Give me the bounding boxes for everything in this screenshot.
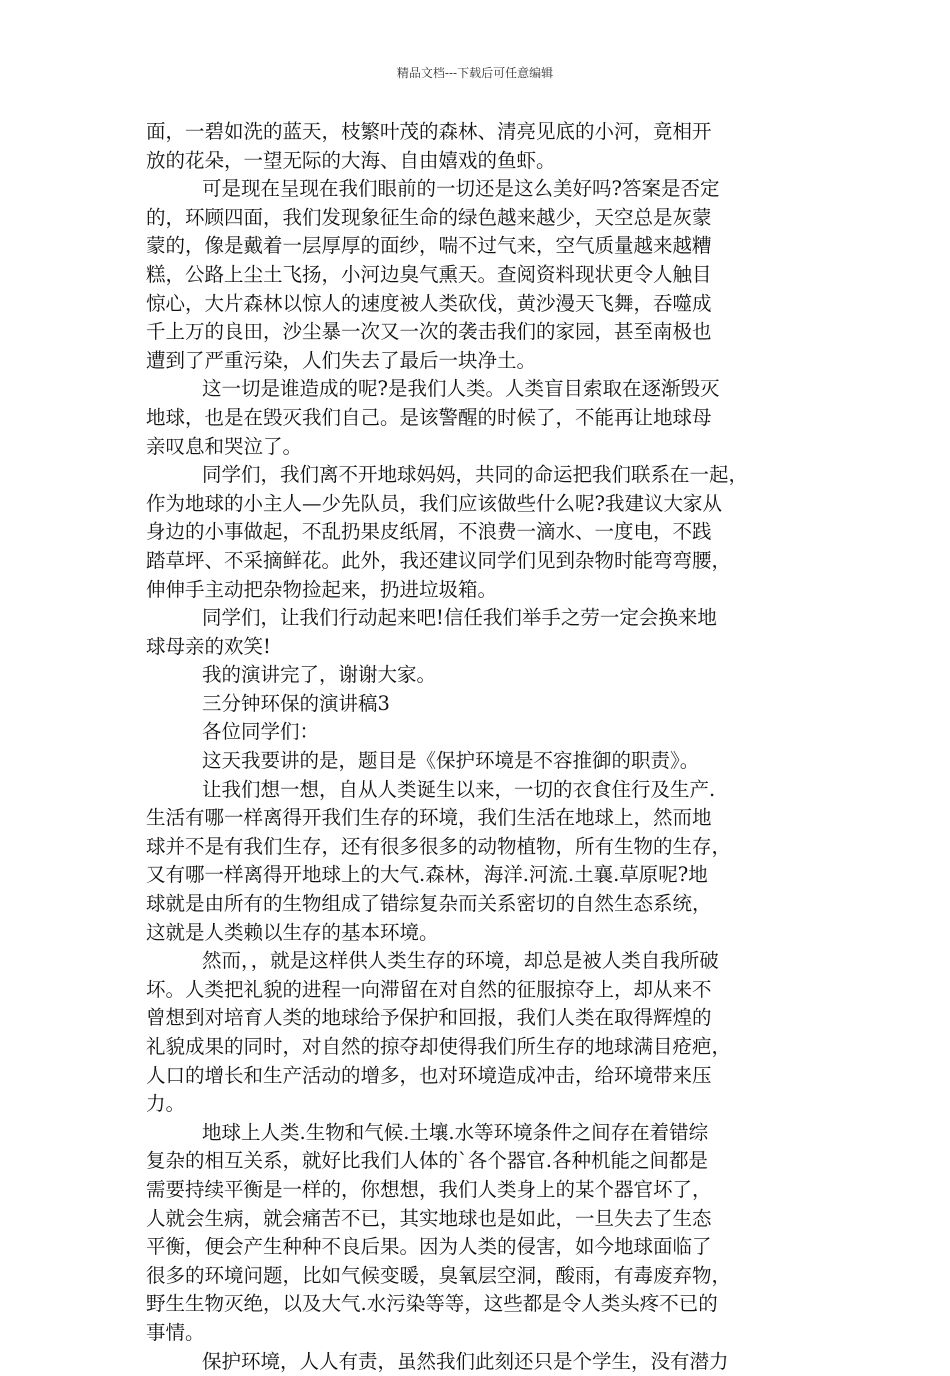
text-line: 各位同学们： <box>202 720 320 744</box>
text-line: 让我们想一想，自从人类诞生以来，一切的衣食住行及生产. <box>202 777 716 801</box>
text-line: 踏草坪、不采摘鲜花。此外，我还建议同学们见到杂物时能弯弯腰， <box>146 548 732 572</box>
text-line: 可是现在呈现在我们眼前的一切还是这么美好吗?答案是否定 <box>202 177 720 201</box>
page-header: 精品文档---下载后可任意编辑 <box>396 66 554 80</box>
text-line: 坏。人类把礼貌的进程一向滞留在对自然的征服掠夺上，却从来不 <box>146 977 712 1001</box>
text-line: 保护环境，人人有责，虽然我们此刻还只是个学生，没有潜力 <box>202 1349 729 1373</box>
text-line: 面，一碧如洗的蓝天，枝繁叶茂的森林、清亮见底的小河，竟相开 <box>146 120 712 143</box>
text-line: 需要持续平衡是一样的，你想想，我们人类身上的某个器官坏了， <box>146 1177 712 1201</box>
text-line: 人口的增长和生产活动的增多，也对环境造成冲击，给环境带来压 <box>146 1063 712 1087</box>
text-line: 身边的小事做起，不乱扔果皮纸屑，不浪费一滴水、一度电，不践 <box>146 520 712 544</box>
text-line: 糕，公路上尘土飞扬，小河边臭气熏天。查阅资料现状更令人触目 <box>146 262 712 286</box>
text-line: 伸伸手主动把杂物捡起来，扔进垃圾箱。 <box>146 577 498 601</box>
text-line: 礼貌成果的同时，对自然的掠夺却使得我们所生存的地球满目疮疤， <box>146 1035 732 1058</box>
text-line: 又有哪一样离得开地球上的大气.森林，海洋.河流.土襄.草原呢?地 <box>146 863 708 887</box>
text-line: 曾想到对培育人类的地球给予保护和回报，我们人类在取得辉煌的 <box>146 1006 712 1030</box>
text-line: 蒙的，像是戴着一层厚厚的面纱，喘不过气来，空气质量越来越糟 <box>146 234 712 258</box>
text-line: 球母亲的欢笑! <box>146 634 271 658</box>
text-line: 这一切是谁造成的呢?是我们人类。人类盲目索取在逐渐毁灭 <box>202 377 720 401</box>
text-line: 事情。 <box>146 1320 205 1344</box>
text-line: 同学们，让我们行动起来吧!信任我们举手之劳一定会换来地 <box>202 606 717 630</box>
text-line: 的，环顾四面，我们发现象征生命的绿色越来越少，天空总是灰蒙 <box>146 205 712 229</box>
text-line: 力。 <box>146 1092 186 1116</box>
text-line: 同学们，我们离不开地球妈妈，共同的命运把我们联系在一起， <box>202 463 749 487</box>
text-line: 球就是由所有的生物组成了错综复杂而关系密切的自然生态系统， <box>146 892 712 916</box>
text-line: 球并不是有我们生存，还有很多很多的动物植物，所有生物的生存， <box>146 834 732 858</box>
text-line: 这天我要讲的是，题目是《保护环境是不容推御的职责》。 <box>202 749 700 773</box>
text-line: 很多的环境问题，比如气候变暖，臭氧层空洞，酸雨，有毒废弃物， <box>146 1263 732 1287</box>
text-line: 惊心，大片森林以惊人的速度被人类砍伐，黄沙漫天飞舞，吞噬成 <box>146 291 712 315</box>
document-body <box>146 118 806 1376</box>
text-line: 作为地球的小主人—少先队员，我们应该做些什么呢?我建议大家从 <box>146 491 722 515</box>
text-line: 地球上人类.生物和气候.土壤.水等环境条件之间存在着错综 <box>202 1120 709 1144</box>
text-line: 野生生物灭绝，以及大气.水污染等等，这些都是令人类头疼不已的 <box>146 1292 718 1316</box>
text-line: 人就会生病，就会痛苦不已，其实地球也是如此，一旦失去了生态 <box>146 1206 712 1230</box>
text-line: 平衡，便会产生种种不良后果。因为人类的侵害，如今地球面临了 <box>146 1235 712 1259</box>
text-line: 遭到了严重污染，人们失去了最后一块净土。 <box>146 348 537 372</box>
text-line: 放的花朵，一望无际的大海、自由嬉戏的鱼虾。 <box>146 148 556 172</box>
text-line: 地球，也是在毁灭我们自己。是该警醒的时候了，不能再让地球母 <box>146 405 712 429</box>
text-line: 生活有哪一样离得开我们生存的环境，我们生活在地球上，然而地 <box>146 806 712 830</box>
text-line: 然而，，就是这样供人类生存的环境，却总是被人类自我所破 <box>202 949 719 973</box>
text-line: 这就是人类赖以生存的基本环境。 <box>146 920 439 944</box>
text-line: 三分钟环保的演讲稿3 <box>202 691 390 715</box>
text-line: 复杂的相互关系，就好比我们人体的`各个器官.各种机能之间都是 <box>146 1149 708 1173</box>
text-line: 亲叹息和哭泣了。 <box>146 434 303 458</box>
text-line: 我的演讲完了，谢谢大家。 <box>202 663 437 687</box>
text-line: 千上万的良田，沙尘暴一次又一次的袭击我们的家园，甚至南极也 <box>146 320 712 344</box>
